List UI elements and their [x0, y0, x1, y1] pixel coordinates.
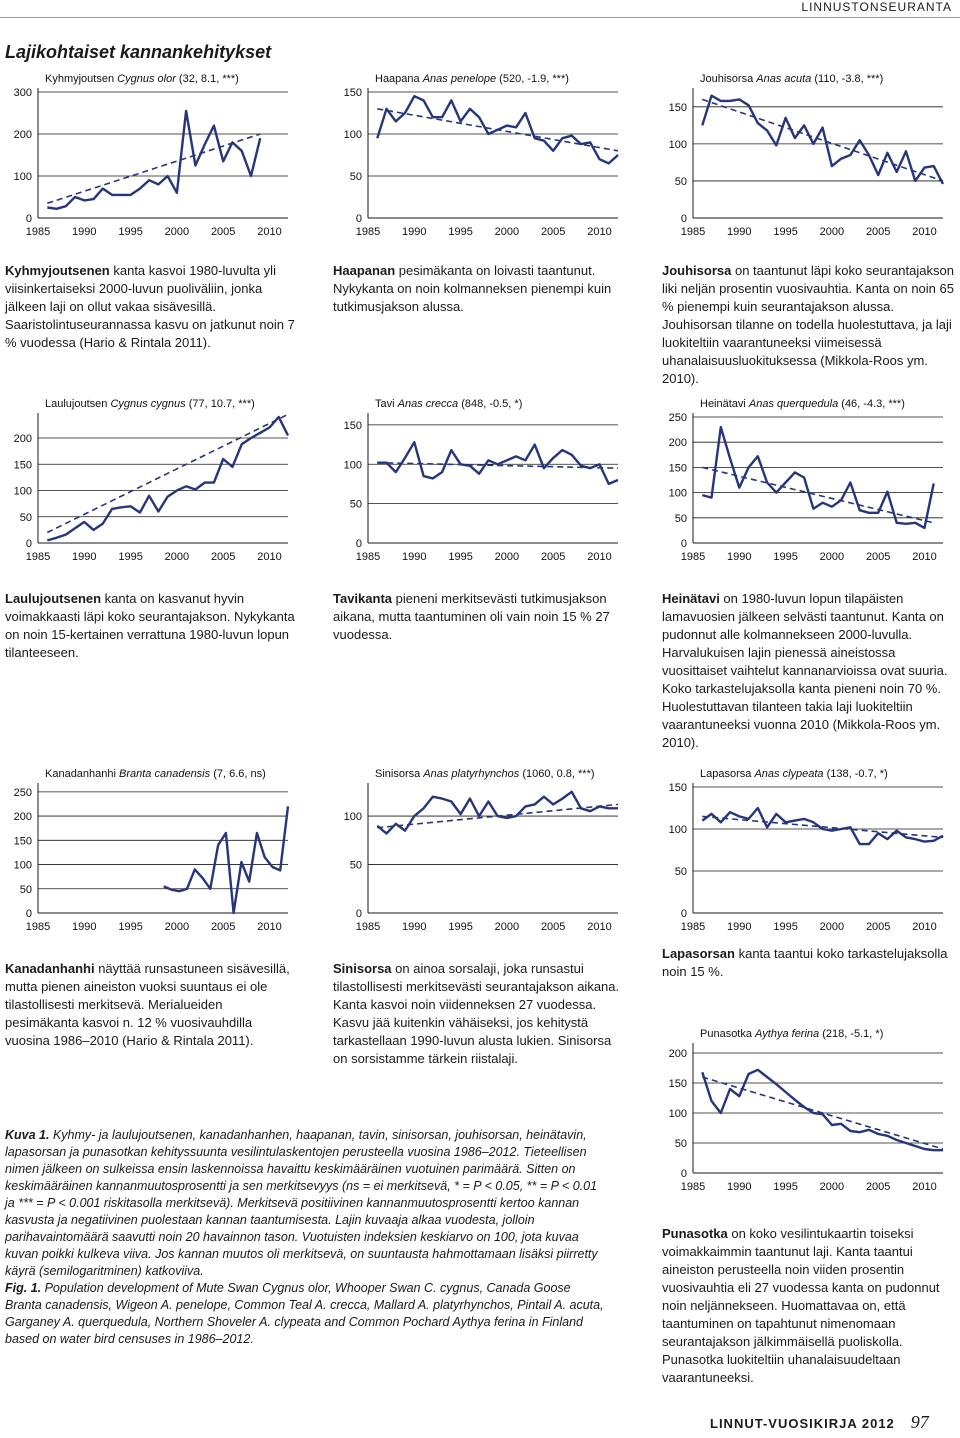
chart-title-species: Anas penelope — [422, 73, 497, 85]
x-tick-label: 2005 — [210, 551, 236, 563]
caption-en-text: Population development of Mute Swan Cygnus olor, Whooper Swan C. cygnus, Canada Goose Branta canadensis, Wigeon A. penelope, Common Teal A. crecca, Mallard A. platyrhynchos, Pintail A. acuta, Garganey A. querquedula, Northern Shoveler A. clypeata and Common Pochard Aythya ferina in Finland based on water bird censuses in 1986–2012. — [5, 1281, 604, 1346]
text-kanadanhanhi: Kanadanhanhi näyttää runsastuneen sisävesillä, mutta pienen aineiston vuoksi suuntaus ei ole tilastollisesti merkitsevä. Merialueiden pesimäkanta kasvoi n. 12 % vuosivauhdilla vuosina 1986–2010 (Hario & Rintala 2011). — [5, 961, 290, 1048]
x-tick-label: 1985 — [680, 226, 706, 238]
x-tick-label: 1995 — [448, 551, 473, 563]
chart-title-name: Heinätavi — [700, 398, 749, 410]
x-tick-label: 1995 — [118, 226, 143, 238]
series-line — [702, 808, 943, 844]
caption-fi-label: Kuva 1. — [5, 1128, 50, 1142]
y-tick-label: 250 — [668, 412, 687, 424]
chart-svg — [0, 70, 295, 245]
chart-svg — [330, 765, 625, 940]
chart-title-name: Laulujoutsen — [45, 398, 111, 410]
x-tick-label: 1985 — [25, 921, 51, 933]
y-tick-label: 50 — [19, 883, 32, 896]
x-tick-label: 2000 — [819, 551, 845, 563]
footer-publication: LINNUT-VUOSIKIRJA 2012 — [710, 1416, 895, 1431]
x-tick-label: 1990 — [727, 921, 752, 933]
chart-svg — [0, 395, 295, 570]
x-tick-label: 2005 — [540, 551, 566, 563]
y-tick-label: 150 — [668, 101, 687, 114]
caption-fi-text: Kyhmy- ja laulujoutsenen, kanadanhanhen, haapanan, tavin, sinisorsan, jouhisorsan, heinätavin, lapasorsan ja punasotkan kehityssuunta vesilintulaskentojen perusteella vuosina 1986–2012. Tieteellisen nimen jälkeen on sulkeissa ensin laskennoissa havaittu keskimääräinen vuotuinen parimäärä. Sitten on keskimääräinen kannanmuutosprosentti ja sen merkitsevyys (ns = ei merkitsevä, * = P < 0.05, ** = P < 0.01 ja *** = P < 0.001 riskitasolla merkitsevä). Merkitsevä positiivinen kannanmuutosprosentti kertoo kannan kasvusta ja negatiivinen puolestaan kannan taantumisesta. Lajin kuvaaja alkaa vuodesta, jolloin parihavaintomäärä saavutti noin 20 havainnon tason. Vuotuisten indeksien keskiarvo on 100, jota kuvaa kuvan poikki kulkeva viiva. Jos kannan muutos oli merkitsevä, on suuntausta hahmottamaan lisäksi piirretty käyrä (semilogaritminen) katkoviiva. — [5, 1128, 598, 1278]
x-tick-label: 2010 — [257, 551, 282, 563]
chart-title-stats: (7, 6.6, ns) — [210, 768, 266, 780]
figure-caption — [5, 1127, 610, 1348]
chart-title — [700, 768, 888, 780]
chart-title-stats: (32, 8.1, ***) — [175, 73, 239, 85]
y-tick-label: 150 — [668, 1078, 687, 1090]
chart-title-stats: (520, -1.9, ***) — [496, 73, 569, 85]
x-tick-label: 2005 — [540, 226, 566, 238]
y-tick-label: 50 — [674, 866, 687, 878]
x-tick-label: 1985 — [355, 551, 381, 563]
chart-title-stats: (848, -0.5, *) — [458, 398, 523, 410]
y-tick-label: 0 — [680, 1168, 687, 1180]
y-tick-label: 50 — [674, 175, 687, 188]
x-tick-label: 2005 — [210, 921, 236, 933]
x-tick-label: 2010 — [257, 921, 282, 933]
x-tick-label: 1995 — [773, 1181, 798, 1193]
y-tick-label: 200 — [13, 129, 32, 141]
chart-title-species: Anas crecca — [397, 398, 459, 410]
x-tick-label: 1985 — [680, 921, 706, 933]
text-laulujoutsen: Laulujoutsenen kanta on kasvanut hyvin voimakkaasti läpi koko seurantajakson. Nykykanta on noin 15-kertainen verrattuna 1980-luvun lopun tilanteeseen. — [5, 591, 295, 660]
chart-title-name: Kyhmyjoutsen — [45, 73, 118, 85]
x-tick-label: 2010 — [587, 551, 612, 563]
trend-line — [702, 99, 943, 181]
chart-title-species: Anas acuta — [756, 73, 812, 85]
y-tick-label: 0 — [680, 213, 687, 225]
chart-svg — [0, 765, 295, 940]
y-tick-label: 150 — [668, 782, 687, 794]
y-tick-label: 200 — [668, 437, 687, 450]
chart-kyhmyjoutsen — [0, 70, 295, 245]
chart-title — [45, 73, 239, 85]
x-tick-label: 1990 — [727, 1181, 752, 1193]
series-line — [702, 96, 943, 184]
y-tick-label: 0 — [25, 213, 32, 225]
x-tick-label: 1985 — [355, 226, 381, 238]
y-tick-label: 100 — [343, 811, 362, 824]
series-line — [47, 111, 260, 209]
chart-title-stats: (218, -5.1, *) — [819, 1028, 884, 1040]
x-tick-label: 2000 — [164, 551, 190, 563]
x-tick-label: 2005 — [865, 551, 891, 563]
series-line — [47, 417, 288, 540]
y-tick-label: 0 — [680, 538, 687, 550]
y-tick-label: 0 — [25, 908, 32, 920]
x-tick-label: 1985 — [25, 551, 51, 563]
chart-title-species: Anas querquedula — [748, 398, 839, 410]
y-tick-label: 50 — [19, 511, 32, 524]
chart-title — [375, 398, 522, 410]
x-tick-label: 1995 — [773, 226, 798, 238]
y-tick-label: 50 — [674, 1138, 687, 1150]
chart-title-stats: (138, -0.7, *) — [823, 768, 888, 780]
chart-heinatavi — [655, 395, 950, 570]
trend-line — [47, 134, 260, 203]
chart-tavi — [330, 395, 625, 570]
chart-sinisorsa — [330, 765, 625, 940]
x-tick-label: 2000 — [494, 551, 520, 563]
y-tick-label: 300 — [13, 87, 32, 99]
chart-title-species: Cygnus cygnus — [110, 398, 186, 410]
chart-title-name: Punasotka — [700, 1028, 756, 1040]
chart-title-stats: (1060, 0.8, ***) — [519, 768, 595, 780]
chart-title — [700, 1028, 883, 1040]
series-line — [377, 442, 618, 484]
x-tick-label: 1990 — [727, 226, 752, 238]
chart-title-species: Anas clypeata — [754, 768, 824, 780]
chart-title-name: Haapana — [375, 73, 423, 85]
y-tick-label: 150 — [343, 87, 362, 99]
y-tick-label: 50 — [349, 859, 362, 872]
chart-title-stats: (77, 10.7, ***) — [185, 398, 255, 410]
y-tick-label: 150 — [13, 835, 32, 848]
chart-title-name: Tavi — [375, 398, 398, 410]
x-tick-label: 2000 — [164, 921, 190, 933]
y-tick-label: 100 — [13, 171, 32, 183]
y-tick-label: 150 — [13, 459, 32, 472]
chart-title — [700, 73, 883, 85]
chart-title-name: Sinisorsa — [375, 768, 424, 780]
text-jouhisorsa: Jouhisorsa on taantunut läpi koko seurantajakson liki neljän prosentin vuosivauhtia. Kanta on noin 65 % pienempi kuin seurantajakson alussa. Jouhisorsan tilanne on todella huolestuttava, ja laji luokiteltiin vaarantuneeksi viimeisessä uhanalaisuusluokituksessa (Mikkola-Roos ym. 2010). — [662, 263, 954, 386]
x-tick-label: 1990 — [402, 226, 427, 238]
x-tick-label: 2010 — [587, 226, 612, 238]
x-tick-label: 1985 — [355, 921, 381, 933]
x-tick-label: 1990 — [72, 921, 97, 933]
y-tick-label: 250 — [13, 786, 32, 799]
y-tick-label: 0 — [355, 538, 362, 550]
x-tick-label: 1990 — [402, 551, 427, 563]
chart-punasotka — [655, 1025, 950, 1200]
x-tick-label: 2010 — [257, 226, 282, 238]
series-line — [164, 806, 288, 913]
x-tick-label: 2010 — [912, 226, 937, 238]
y-tick-label: 0 — [680, 908, 687, 920]
text-haapana: Haapanan pesimäkanta on loivasti taantunut. Nykykanta on noin kolmanneksen pienempi kuin tutkimusjakson alussa. — [333, 263, 612, 314]
x-tick-label: 2010 — [912, 551, 937, 563]
x-tick-label: 1985 — [25, 226, 51, 238]
trend-line — [702, 816, 943, 837]
y-tick-label: 100 — [343, 129, 362, 141]
y-tick-label: 100 — [343, 459, 362, 472]
chart-title-species: Branta canadensis — [119, 768, 211, 780]
chart-title-species: Cygnus olor — [117, 73, 176, 85]
chart-title — [700, 398, 905, 410]
chart-kanadanhanhi — [0, 765, 295, 940]
chart-title-name: Kanadanhanhi — [45, 768, 120, 780]
x-tick-label: 2000 — [819, 1181, 845, 1193]
x-tick-label: 2010 — [912, 1181, 937, 1193]
x-tick-label: 2000 — [819, 226, 845, 238]
y-tick-label: 100 — [13, 859, 32, 872]
y-tick-label: 100 — [668, 824, 687, 836]
text-heinatavi: Heinätavi on 1980-luvun lopun tilapäisten lamavuosien jälkeen selvästi taantunut. Kanta on pudonnut alle kolmannekseen 2000-luvulla. Harvalukuisen lajin pienessä aineistossa vuosittaiset vaihtelut kannanarvioissa ovat suuria. Koko tarkastelujaksolla kanta pieneni noin 70 %. Huolestuttavan tilanteen takia laji luokiteltiin vaarantuneeksi vuonna 2010 (Mikkola-Roos ym. 2010). — [662, 591, 948, 750]
x-tick-label: 2000 — [164, 226, 190, 238]
y-tick-label: 50 — [349, 498, 362, 511]
x-tick-label: 2010 — [587, 921, 612, 933]
y-tick-label: 50 — [674, 512, 687, 525]
chart-svg — [655, 1025, 950, 1200]
x-tick-label: 1990 — [727, 551, 752, 563]
chart-lapasorsa — [655, 765, 950, 940]
x-tick-label: 2005 — [540, 921, 566, 933]
x-tick-label: 1995 — [118, 921, 143, 933]
x-tick-label: 1990 — [402, 921, 427, 933]
y-tick-label: 100 — [13, 485, 32, 498]
y-tick-label: 150 — [668, 462, 687, 475]
y-tick-label: 100 — [668, 487, 687, 500]
chart-title — [375, 73, 569, 85]
y-tick-label: 150 — [343, 419, 362, 432]
x-tick-label: 2000 — [494, 226, 520, 238]
caption-en-label: Fig. 1. — [5, 1281, 42, 1295]
page-footer — [710, 1412, 929, 1433]
running-head: LINNUSTONSEURANTA — [801, 0, 952, 14]
chart-svg — [655, 765, 950, 940]
header-rule — [0, 17, 960, 18]
y-tick-label: 0 — [355, 213, 362, 225]
x-tick-label: 1995 — [448, 921, 473, 933]
chart-svg — [655, 70, 950, 245]
text-tavi: Tavikanta pieneni merkitsevästi tutkimusjakson aikana, mutta taantuminen oli vain noin 15 % 27 vuodessa. — [333, 591, 610, 642]
x-tick-label: 1995 — [773, 921, 798, 933]
x-tick-label: 2005 — [210, 226, 236, 238]
chart-title — [45, 768, 266, 780]
x-tick-label: 1985 — [680, 551, 706, 563]
y-tick-label: 50 — [349, 171, 362, 183]
chart-svg — [330, 395, 625, 570]
x-tick-label: 2000 — [494, 921, 520, 933]
trend-line — [702, 467, 933, 522]
text-sinisorsa: Sinisorsa on ainoa sorsalaji, joka runsastui tilastollisesti merkitsevästi seurantajakson aikana. Kanta kasvoi noin viidenneksen 27 vuodessa. Kasvu jää kuitenkin vähäiseksi, jos kehitystä tarkastellaan 1990-luvun alusta lukien. Sinisorsa on sorsistamme tärkein riistalaji. — [333, 961, 620, 1066]
x-tick-label: 1985 — [680, 1181, 706, 1193]
chart-title-stats: (46, -4.3, ***) — [838, 398, 905, 410]
x-tick-label: 1990 — [72, 226, 97, 238]
chart-svg — [330, 70, 625, 245]
y-tick-label: 200 — [13, 811, 32, 824]
x-tick-label: 1990 — [72, 551, 97, 563]
x-tick-label: 2005 — [865, 921, 891, 933]
y-tick-label: 0 — [25, 538, 32, 550]
y-tick-label: 0 — [355, 908, 362, 920]
chart-title-species: Aythya ferina — [755, 1028, 820, 1040]
chart-title-stats: (110, -3.8, ***) — [811, 73, 884, 85]
chart-title-species: Anas platyrhynchos — [423, 768, 520, 780]
chart-title-name: Jouhisorsa — [700, 73, 757, 85]
trend-line — [47, 414, 288, 532]
x-tick-label: 2010 — [912, 921, 937, 933]
chart-svg — [655, 395, 950, 570]
chart-title-name: Lapasorsa — [700, 768, 755, 780]
section-title: Lajikohtaiset kannankehitykset — [5, 42, 272, 62]
chart-haapana — [330, 70, 625, 245]
y-tick-label: 200 — [668, 1048, 687, 1060]
text-punasotka: Punasotka on koko vesilintukaartin toiseksi voimakkaimmin taantunut laji. Kanta taantui aineiston perusteella noin viiden prosentin vuosivauhtia eli 27 vuodessa kanta on pudonnut noin neljännekseen. Huomattavaa on, että taantuminen on tapahtunut nimenomaan seurantajakson jälkimmäisellä puoliskolla. Punasotka luokiteltiin uhanalaisuudeltaan vaarantuneeksi. — [662, 1226, 940, 1385]
x-tick-label: 2005 — [865, 226, 891, 238]
y-tick-label: 100 — [668, 1108, 687, 1120]
series-line — [377, 96, 618, 163]
x-tick-label: 1995 — [118, 551, 143, 563]
x-tick-label: 2005 — [865, 1181, 891, 1193]
chart-title — [45, 398, 255, 410]
y-tick-label: 100 — [668, 138, 687, 151]
x-tick-label: 1995 — [773, 551, 798, 563]
series-line — [377, 792, 618, 834]
chart-jouhisorsa — [655, 70, 950, 245]
y-tick-label: 200 — [13, 433, 32, 445]
x-tick-label: 1995 — [448, 226, 473, 238]
chart-laulujoutsen — [0, 395, 295, 570]
page-number: 97 — [910, 1412, 929, 1432]
chart-title — [375, 768, 595, 780]
text-kyhmyjoutsen: Kyhmyjoutsenen kanta kasvoi 1980-luvulta yli viisinkertaiseksi 2000-luvun puoliväliin, jonka jälkeen laji on ollut vakaa sisävesillä. Saaristolintuseurannassa kasvu on jatkunut noin 7 % vuodessa (Hario & Rintala 2011). — [5, 263, 295, 350]
x-tick-label: 2000 — [819, 921, 845, 933]
text-lapasorsa: Lapasorsan kanta taantui koko tarkastelujaksolla noin 15 %. — [662, 946, 948, 979]
